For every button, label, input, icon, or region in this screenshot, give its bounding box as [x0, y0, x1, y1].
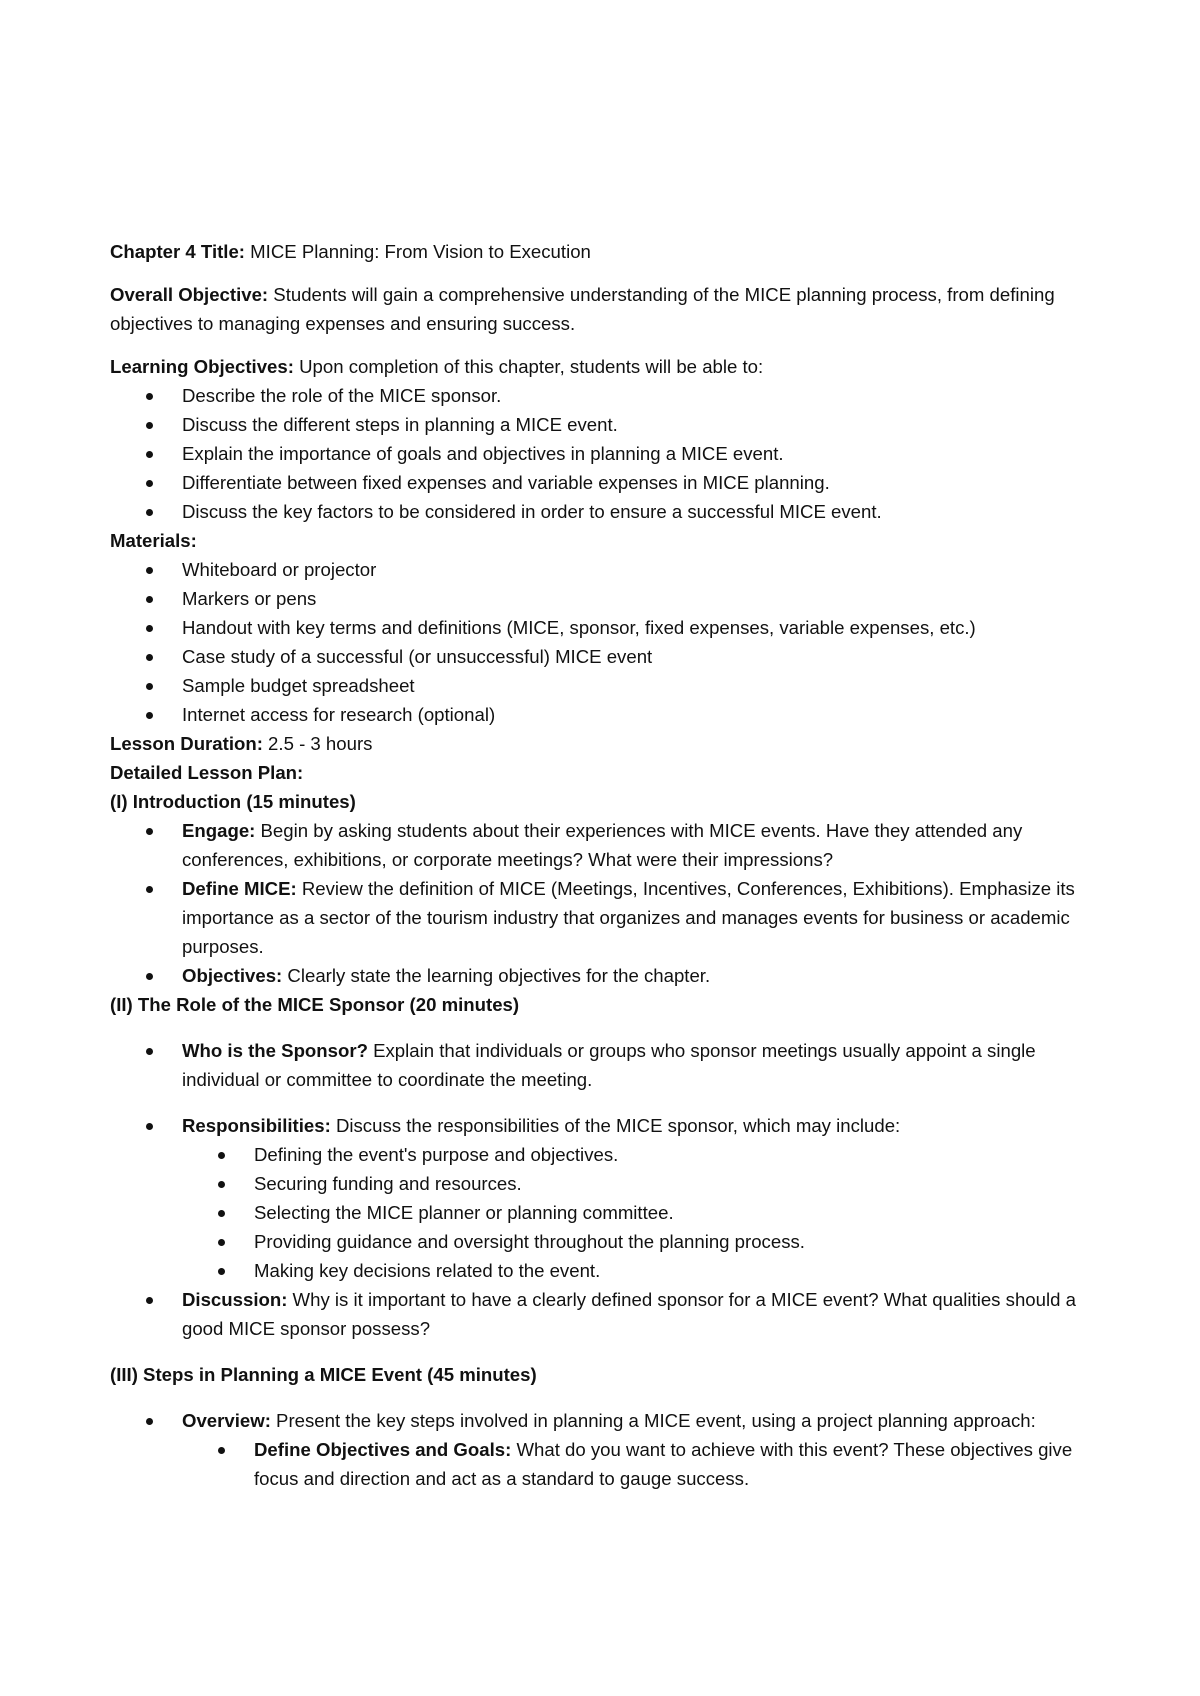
- list-item: [110, 497, 1110, 526]
- list-item-label: Who is the Sponsor?: [182, 1040, 368, 1061]
- bullet-icon: [218, 1181, 225, 1188]
- bullet-icon: [146, 393, 153, 400]
- list-item-text: Explain that individuals or groups who sponsor meetings usually appoint a single individual or committee to coordinate the meeting.: [182, 1040, 1036, 1090]
- intro-heading-text: (I) Introduction (15 minutes): [110, 791, 356, 812]
- list-item-text: Review the definition of MICE (Meetings, Incentives, Conferences, Exhibitions). Emphasize its importance as a sector of the tourism industry that organizes and manages events for business or academic purposes.: [182, 878, 1075, 957]
- steps-sublist: [182, 1435, 1110, 1493]
- list-item: [182, 1435, 1110, 1493]
- sponsor-heading: [110, 990, 1110, 1019]
- bullet-icon: [146, 625, 153, 632]
- list-item: [182, 1140, 1110, 1169]
- list-item-label: Discussion:: [182, 1289, 288, 1310]
- sponsor-who-list: [110, 1036, 1110, 1094]
- list-item: [110, 642, 1110, 671]
- lesson-duration-label: Lesson Duration:: [110, 733, 263, 754]
- chapter-title-text: MICE Planning: From Vision to Execution: [245, 241, 591, 262]
- list-item-text: Why is it important to have a clearly defined sponsor for a MICE event? What qualities should a good MICE sponsor possess?: [182, 1289, 1076, 1339]
- bullet-icon: [146, 973, 153, 980]
- list-item-text: Differentiate between fixed expenses and variable expenses in MICE planning.: [182, 472, 830, 493]
- bullet-icon: [146, 1048, 153, 1055]
- lesson-duration-text: 2.5 - 3 hours: [262, 733, 373, 754]
- list-item: [110, 381, 1110, 410]
- bullet-icon: [146, 683, 153, 690]
- list-item: [110, 961, 1110, 990]
- list-item-text: Discuss the responsibilities of the MICE sponsor, which may include:: [330, 1115, 901, 1136]
- sponsor-heading-text: (II) The Role of the MICE Sponsor (20 minutes): [110, 994, 520, 1015]
- list-item-text: Selecting the MICE planner or planning committee.: [254, 1202, 674, 1223]
- list-item-text: Defining the event's purpose and objectives.: [254, 1144, 619, 1165]
- list-item-text: Sample budget spreadsheet: [182, 675, 415, 696]
- bullet-icon: [146, 567, 153, 574]
- list-item: [110, 584, 1110, 613]
- bullet-icon: [146, 596, 153, 603]
- list-item: [110, 816, 1110, 874]
- list-item-label: Responsibilities:: [182, 1115, 331, 1136]
- bullet-icon: [146, 886, 153, 893]
- list-item-text: Case study of a successful (or unsuccessful) MICE event: [182, 646, 653, 667]
- materials-list: [110, 555, 1110, 729]
- bullet-icon: [146, 1297, 153, 1304]
- list-item-label: Engage:: [182, 820, 256, 841]
- list-item-text: Internet access for research (optional): [182, 704, 496, 725]
- list-item: [110, 468, 1110, 497]
- list-item-text: Clearly state the learning objectives for the chapter.: [282, 965, 711, 986]
- list-item: [110, 1406, 1110, 1493]
- list-item: [110, 613, 1110, 642]
- chapter-title-line: [110, 237, 1110, 266]
- overall-objective-label: Overall Objective:: [110, 284, 269, 305]
- bullet-icon: [218, 1210, 225, 1217]
- bullet-icon: [146, 480, 153, 487]
- steps-list: [110, 1406, 1110, 1493]
- list-item-label: Define Objectives and Goals:: [254, 1439, 512, 1460]
- bullet-icon: [146, 422, 153, 429]
- chapter-title-label: Chapter 4 Title:: [110, 241, 246, 262]
- list-item: [110, 671, 1110, 700]
- list-item: [110, 700, 1110, 729]
- list-item: [110, 410, 1110, 439]
- steps-heading: [110, 1360, 1110, 1389]
- bullet-icon: [146, 1418, 153, 1425]
- list-item-label: Overview:: [182, 1410, 271, 1431]
- list-item: [182, 1256, 1110, 1285]
- bullet-icon: [146, 654, 153, 661]
- list-item-text: Present the key steps involved in planning a MICE event, using a project planning approach:: [270, 1410, 1036, 1431]
- bullet-icon: [146, 509, 153, 516]
- list-item-label: Objectives:: [182, 965, 283, 986]
- list-item-text: Markers or pens: [182, 588, 317, 609]
- learning-objectives-label: Learning Objectives:: [110, 356, 294, 377]
- list-item-text: Securing funding and resources.: [254, 1173, 522, 1194]
- intro-list: [110, 816, 1110, 990]
- bullet-icon: [218, 1447, 225, 1454]
- materials-heading: [110, 526, 1110, 555]
- bullet-icon: [146, 828, 153, 835]
- bullet-icon: [146, 451, 153, 458]
- sponsor-responsibilities-list: [110, 1111, 1110, 1343]
- overall-objective-text: Students will gain a comprehensive understanding of the MICE planning process, from defining objectives to managing expenses and ensuring success.: [110, 284, 1055, 334]
- list-item: [182, 1169, 1110, 1198]
- learning-objectives-text: Upon completion of this chapter, students will be able to:: [293, 356, 764, 377]
- list-item: [110, 439, 1110, 468]
- list-item-text: What do you want to achieve with this event? These objectives give focus and direction and act as a standard to gauge success.: [254, 1439, 1073, 1489]
- list-item-text: Discuss the key factors to be considered in order to ensure a successful MICE event.: [182, 501, 882, 522]
- materials-label: Materials:: [110, 530, 197, 551]
- list-item: [110, 1036, 1110, 1094]
- detailed-plan-heading: [110, 758, 1110, 787]
- list-item: [110, 874, 1110, 961]
- list-item-text: Discuss the different steps in planning a MICE event.: [182, 414, 618, 435]
- list-item: [182, 1198, 1110, 1227]
- list-item-text: Begin by asking students about their experiences with MICE events. Have they attended any conferences, exhibitions, or corporate meetings? What were their impressions?: [182, 820, 1023, 870]
- learning-objectives-list: [110, 381, 1110, 526]
- list-item-text: Making key decisions related to the event.: [254, 1260, 601, 1281]
- list-item-text: Describe the role of the MICE sponsor.: [182, 385, 502, 406]
- document-body: [110, 237, 1110, 1493]
- lesson-duration: [110, 729, 1110, 758]
- list-item-text: Whiteboard or projector: [182, 559, 377, 580]
- detailed-plan-label: Detailed Lesson Plan:: [110, 762, 304, 783]
- list-item: [110, 555, 1110, 584]
- responsibilities-sublist: [182, 1140, 1110, 1285]
- bullet-icon: [146, 712, 153, 719]
- intro-heading: [110, 787, 1110, 816]
- list-item: [110, 1285, 1110, 1343]
- list-item: [182, 1227, 1110, 1256]
- learning-objectives: [110, 352, 1110, 381]
- list-item-text: Handout with key terms and definitions (MICE, sponsor, fixed expenses, variable expenses, etc.): [182, 617, 976, 638]
- bullet-icon: [146, 1123, 153, 1130]
- list-item-text: Explain the importance of goals and objectives in planning a MICE event.: [182, 443, 784, 464]
- list-item-text: Providing guidance and oversight throughout the planning process.: [254, 1231, 805, 1252]
- steps-heading-text: (III) Steps in Planning a MICE Event (45 minutes): [110, 1364, 537, 1385]
- list-item-label: Define MICE:: [182, 878, 297, 899]
- bullet-icon: [218, 1152, 225, 1159]
- list-item: [110, 1111, 1110, 1285]
- bullet-icon: [218, 1268, 225, 1275]
- bullet-icon: [218, 1239, 225, 1246]
- overall-objective: [110, 280, 1110, 338]
